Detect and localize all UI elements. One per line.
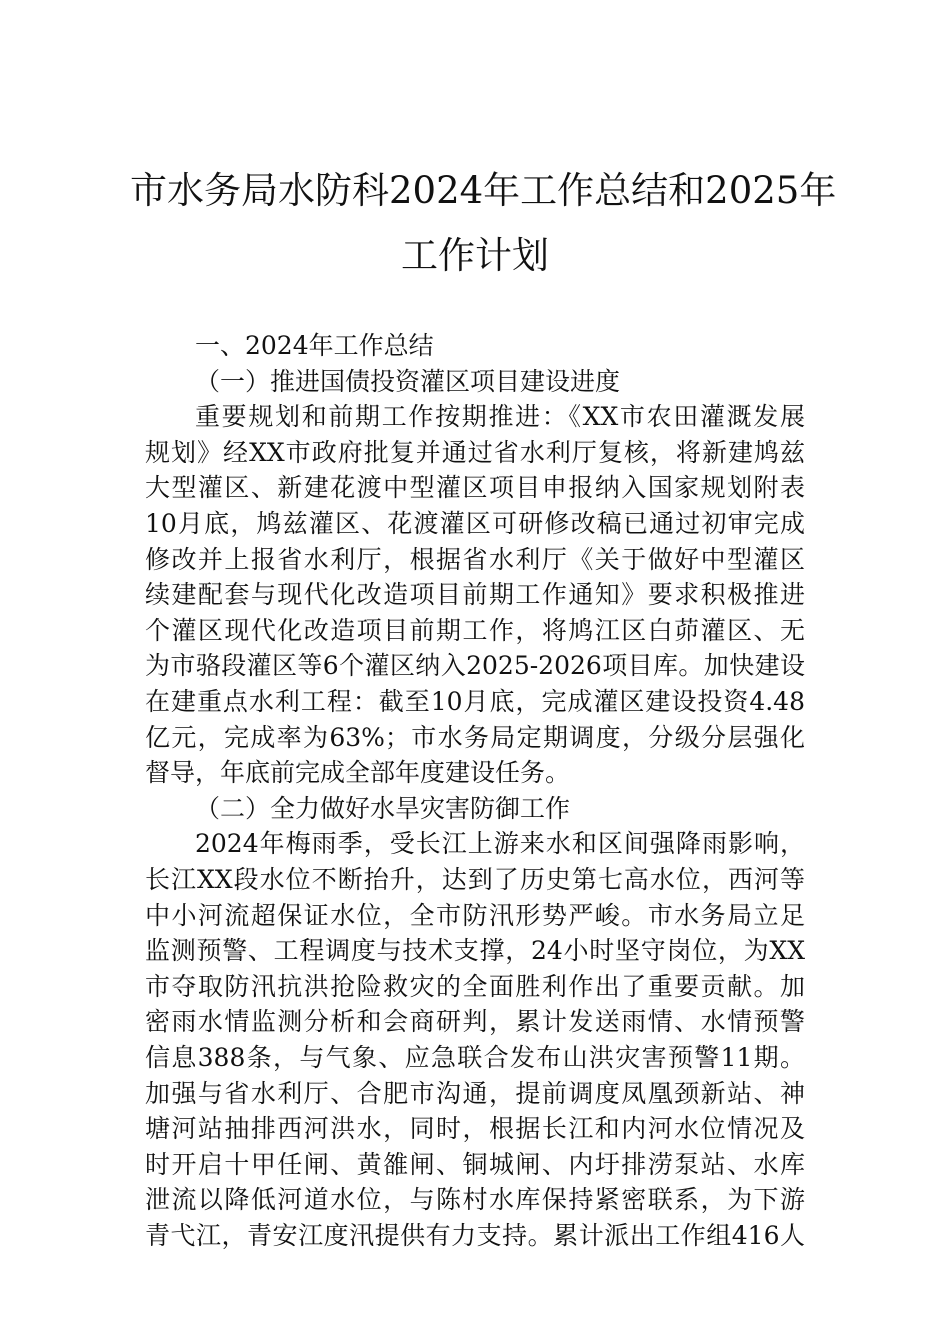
body-line: 市夺取防汛抗洪抢险救灾的全面胜利作出了重要贡献。加: [145, 971, 805, 1001]
body-line: 一、2024年工作总结: [195, 331, 434, 360]
body-line: （二）全力做好水旱灾害防御工作: [195, 793, 571, 823]
body-line: 泄流以降低河道水位，与陈村水库保持紧密联系，为下游: [145, 1185, 805, 1215]
body-line: 重要规划和前期工作按期推进：《XX市农田灌溉发展: [195, 402, 805, 432]
body-line: 时开启十甲任闸、黄雒闸、铜城闸、内圩排涝泵站、水库: [145, 1149, 805, 1179]
body-line: 督导，年底前完成全部年度建设任务。: [145, 758, 571, 788]
body-line: 监测预警、工程调度与技术支撑，24小时坚守岗位，为XX: [145, 936, 805, 966]
body-line: 修改并上报省水利厅，根据省水利厅《关于做好中型灌区: [145, 544, 805, 574]
document-title-line-2: 工作计划: [401, 234, 549, 277]
body-line: （一）推进国债投资灌区项目建设进度: [195, 366, 621, 396]
body-line: 个灌区现代化改造项目前期工作，将鸠江区白茆灌区、无: [145, 615, 805, 645]
body-line: 塘河站抽排西河洪水，同时，根据长江和内河水位情况及: [145, 1114, 805, 1144]
body-line: 大型灌区、新建花渡中型灌区项目申报纳入国家规划附表: [145, 473, 805, 503]
body-line: 规划》经XX市政府批复并通过省水利厅复核，将新建鸠兹: [145, 437, 805, 467]
body-line: 中小河流超保证水位，全市防汛形势严峻。市水务局立足: [145, 900, 805, 930]
body-line: 信息388条，与气象、应急联合发布山洪灾害预警11期。: [145, 1043, 805, 1072]
body-line: 续建配套与现代化改造项目前期工作通知》要求积极推进: [145, 580, 805, 610]
body-line: 密雨水情监测分析和会商研判，累计发送雨情、水情预警: [145, 1007, 805, 1037]
body-line: 青弋江，青安江度汛提供有力支持。累计派出工作组416人: [145, 1221, 805, 1250]
body-line: 亿元，完成率为63%；市水务局定期调度，分级分层强化: [145, 722, 805, 752]
body-line: 为市骆段灌区等6个灌区纳入2025-2026项目库。加快建设: [145, 651, 805, 681]
body-line: 2024年梅雨季，受长江上游来水和区间强降雨影响，: [195, 829, 805, 859]
body-line: 加强与省水利厅、合肥市沟通，提前调度凤凰颈新站、神: [145, 1078, 805, 1108]
body-line: 10月底，鸠兹灌区、花渡灌区可研修改稿已通过初审完成: [145, 509, 805, 538]
body-line: 长江XX段水位不断抬升，达到了历史第七高水位，西河等: [145, 865, 805, 894]
body-line: 在建重点水利工程：截至10月底，完成灌区建设投资4.48: [145, 687, 805, 716]
document-title-line-1: 市水务局水防科2024年工作总结和2025年: [130, 169, 837, 212]
